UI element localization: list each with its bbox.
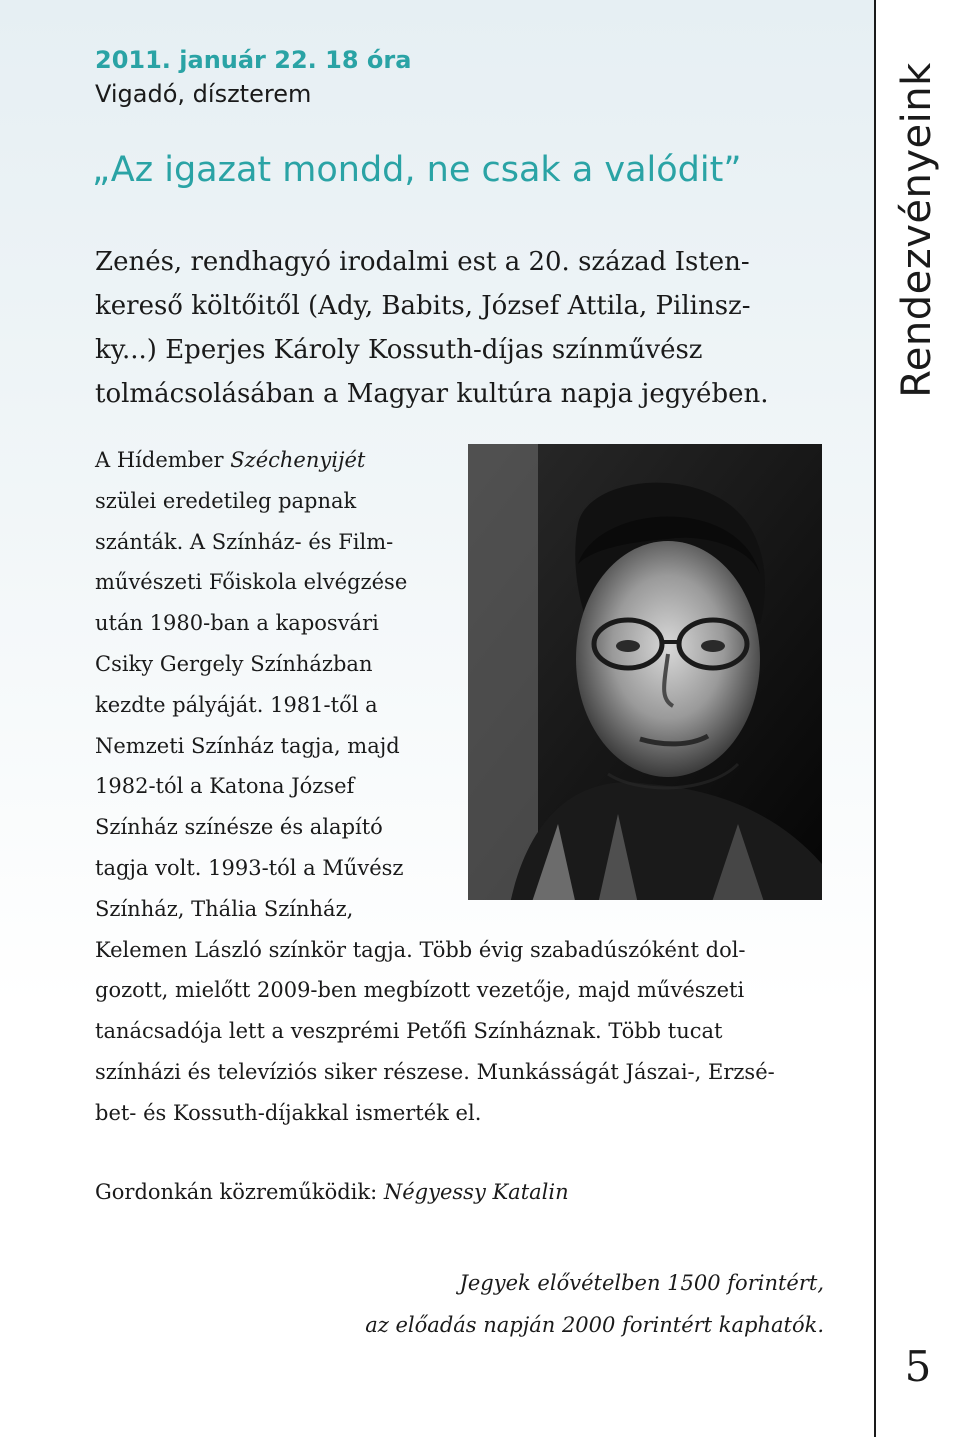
bio-line: Színház, Thália Színház, bbox=[95, 896, 354, 921]
bio-line-prefix: A Hídember bbox=[95, 448, 231, 472]
cellist-label: Gordonkán közreműködik: bbox=[95, 1180, 384, 1204]
event-subtitle bbox=[95, 240, 815, 416]
subtitle-line: tolmácsolásában a Magyar kultúra napja jegyében. bbox=[95, 379, 769, 409]
cellist-credit bbox=[95, 1180, 569, 1204]
bio-line: művészeti Főiskola elvégzése bbox=[95, 570, 408, 595]
bio-line: Csiky Gergely Színházban bbox=[95, 651, 373, 676]
sidebar-section-title: Rendezvényeink bbox=[894, 62, 940, 398]
subtitle-line: kereső költőitől (Ady, Babits, József Attila, Pilinsz- bbox=[95, 291, 751, 321]
bio-line: szülei eredetileg papnak bbox=[95, 488, 357, 513]
bio-line: tagja volt. 1993-tól a Művész bbox=[95, 855, 404, 880]
bio-line: gozott, mielőtt 2009-ben megbízott vezetője, majd művészeti bbox=[95, 978, 745, 1003]
bio-line: Kelemen László színkör tagja. Több évig szabadúszóként dol- bbox=[95, 937, 746, 962]
performer-biography bbox=[95, 440, 825, 1134]
bio-line: Színház színésze és alapító bbox=[95, 815, 383, 840]
event-title: „Az igazat mondd, ne csak a valódit” bbox=[92, 150, 742, 190]
bio-line: 1982-tól a Katona József bbox=[95, 774, 355, 799]
bio-line: szánták. A Színház- és Film- bbox=[95, 529, 394, 554]
page-number: 5 bbox=[904, 1342, 932, 1391]
ticket-line-presale: Jegyek elővételben 1500 forintért, bbox=[459, 1271, 824, 1295]
bio-line: tanácsadója lett a veszprémi Petőfi Színháznak. Több tucat bbox=[95, 1019, 723, 1044]
bio-line: bet- és Kossuth-díjakkal ismerték el. bbox=[95, 1100, 482, 1125]
bio-line bbox=[95, 440, 825, 481]
cellist-name: Négyessy Katalin bbox=[383, 1180, 569, 1204]
bio-line: kezdte pályáját. 1981-től a bbox=[95, 692, 378, 717]
event-venue: Vigadó, díszterem bbox=[95, 80, 312, 108]
bio-line: után 1980-ban a kaposvári bbox=[95, 611, 379, 636]
subtitle-line: ky...) Eperjes Károly Kossuth-díjas színművész bbox=[95, 335, 703, 365]
subtitle-line: Zenés, rendhagyó irodalmi est a 20. század Isten- bbox=[95, 247, 750, 277]
bio-italic-role: Széchenyijét bbox=[230, 448, 366, 472]
ticket-line-dayof: az előadás napján 2000 forintért kaphatók. bbox=[365, 1313, 824, 1337]
bio-line: Nemzeti Színház tagja, majd bbox=[95, 733, 400, 758]
ticket-info bbox=[365, 1262, 824, 1346]
bio-line: színházi és televíziós siker részese. Munkásságát Jászai-, Erzsé- bbox=[95, 1059, 775, 1084]
event-date: 2011. január 22. 18 óra bbox=[95, 46, 412, 74]
